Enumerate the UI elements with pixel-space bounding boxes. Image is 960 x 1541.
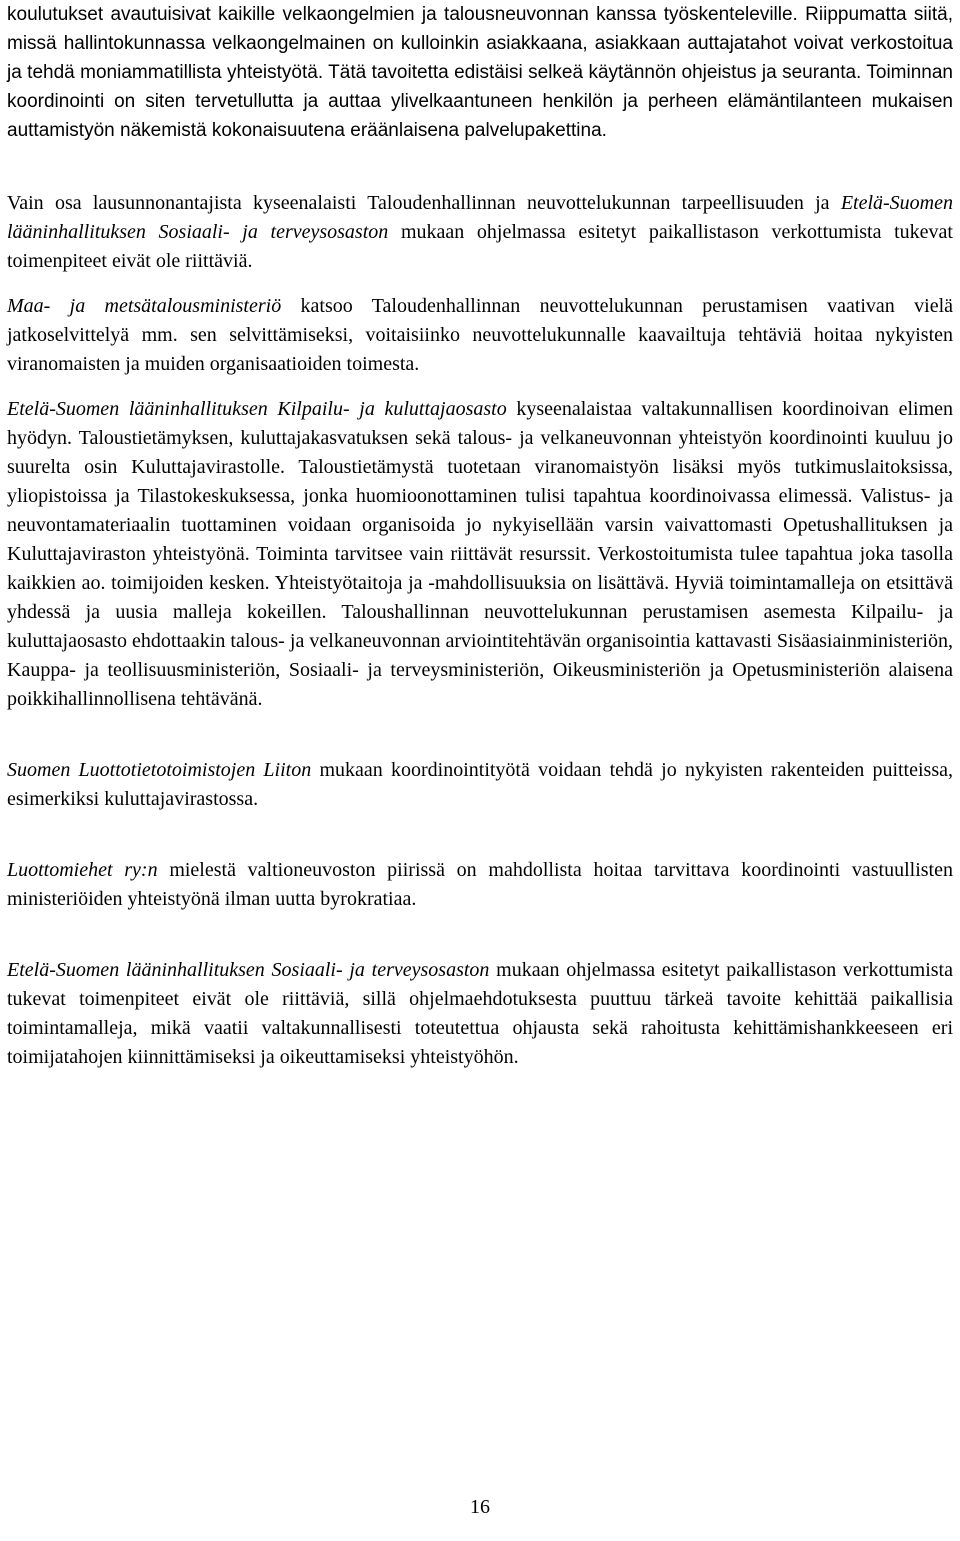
paragraph-text: kyseenalaistaa valtakunnallisen koordinoivan elimen hyödyn. Taloustietämyksen, kuluttajakasvatuksen sekä talous- ja velkaneuvonnan yhteistyön koordinointi kuuluu jo suurelta osin Kuluttajavirastolle. Taloustietämystä tuotetaan viranomaistyön lisäksi myös tutkimuslaitoksissa, yliopistoissa ja Tilastokeskuksessa, jonka huomioonottaminen tulisi tapahtua koordinoivassa elimessä. Valistus- ja neuvontamateriaalin tuottaminen voidaan organisoida jo nykyisellään varsin vaivattomasti Opetushallituksen ja Kuluttajaviraston yhteistyönä. Toiminta tarvitsee vain riittävät resurssit. Verkostoitumista tulee tapahtua joka tasolla kaikkien ao. toimijoiden kesken. Yhteistyötaitoja ja -mahdollisuuksia on lisättävä. Hyviä toimintamalleja on etsittävä yhdessä ja uusia malleja kokeillen. Taloushallinnan neuvottelukunnan perustamisen asemesta Kilpailu- ja kuluttajaosasto ehdottaakin talous- ja velkaneuvonnan arviointitehtävän organisointia kattavasti Sisäasiainministeriön, Kauppa- ja teollisuusministeriön, Sosiaali- ja terveysministeriön, Oikeusministeriön ja Opetusministeriön alaisena poikkihallinnollisena tehtävänä. — [7, 398, 953, 710]
organization-name: Suomen Luottotietotoimistojen Liiton — [7, 759, 312, 781]
paragraph-kilpailu-ja-kuluttajaosasto — [7, 395, 953, 714]
paragraph-text: katsoo Taloudenhallinnan neuvottelukunnan perustamisen vaativan vielä jatkoselvittelyä mm. sen selvittämiseksi, voitaisiinko neuvottelukunnalle kaavailtuja tehtäviä hoitaa nykyisten viranomaisten ja muiden organisaatioiden toimesta. — [7, 295, 953, 375]
paragraph-text: mukaan koordinointityötä voidaan tehdä jo nykyisten rakenteiden puitteissa, esimerkiksi kuluttajavirastossa. — [7, 759, 953, 810]
paragraph-luottotietotoimistot — [7, 756, 953, 814]
paragraph-coordination-intro — [7, 0, 953, 145]
paragraph-luottomiehet — [7, 856, 953, 914]
paragraph-text: Vain osa lausunnonantajista kyseenalaisti Taloudenhallinnan neuvottelukunnan tarpeellisuuden ja — [7, 192, 841, 214]
paragraph-text-sans: koulutukset avautuisivat kaikille velkaongelmien ja talousneuvonnan kanssa työskenteleville. Riippumatta siitä, missä hallintokunnassa velkaongelmainen on kulloinkin asiakkaana, asiakkaan auttajatahot voivat verkostoitua ja tehdä moniammatillista yhteistyötä. Tätä tavoitetta edistäisi selkeä käytännön ohjeistus ja seuranta. — [7, 4, 953, 83]
document-page — [7, 0, 953, 1072]
organization-name: Etelä-Suomen lääninhallituksen Kilpailu- ja kuluttajaosasto — [7, 398, 507, 420]
paragraph-text: mukaan ohjelmassa esitetyt paikallistason verkottumista tukevat toimenpiteet eivät ole riittäviä, sillä ohjelmaehdotuksesta puuttuu tärkeä tavoite kehittää paikallisia toimintamalleja, mikä vaatii valtakunnallisesti toteutettua ohjausta sekä rahoitusta kehittämishankkeeseen eri toimijatahojen kiinnittämiseksi ja oikeuttamiseksi yhteistyöhön. — [7, 959, 953, 1068]
paragraph-maa-ja-metsatalous — [7, 292, 953, 379]
paragraph-text: mukaan ohjelmassa esitetyt paikallistason verkottumista tukevat toimenpiteet eivät ole riittäviä. — [7, 221, 953, 272]
organization-name: Maa- ja metsätalousministeriö — [7, 295, 282, 317]
page-number: 16 — [470, 1496, 490, 1518]
organization-name: Luottomiehet ry:n — [7, 859, 158, 881]
paragraph-sosiaali-ja-terveysosasto — [7, 956, 953, 1072]
paragraph-text-sans-continued: Toiminnan koordinointi on siten tervetullutta ja auttaa ylivelkaantuneen henkilön ja perheen elämäntilanteen mukaisen auttamistyön näkemistä kokonaisuutena eräänlaisena palvelupakettina. — [7, 62, 953, 141]
paragraph-some-respondents — [7, 189, 953, 276]
paragraph-text: mielestä valtioneuvoston piirissä on mahdollista hoitaa tarvittava koordinointi vastuullisten ministeriöiden yhteistyönä ilman uutta byrokratiaa. — [7, 859, 953, 910]
organization-name: Etelä-Suomen lääninhallituksen Sosiaali- ja terveysosaston — [7, 959, 490, 981]
organization-name: Etelä-Suomen lääninhallituksen Sosiaali- ja terveysosaston — [7, 192, 953, 243]
